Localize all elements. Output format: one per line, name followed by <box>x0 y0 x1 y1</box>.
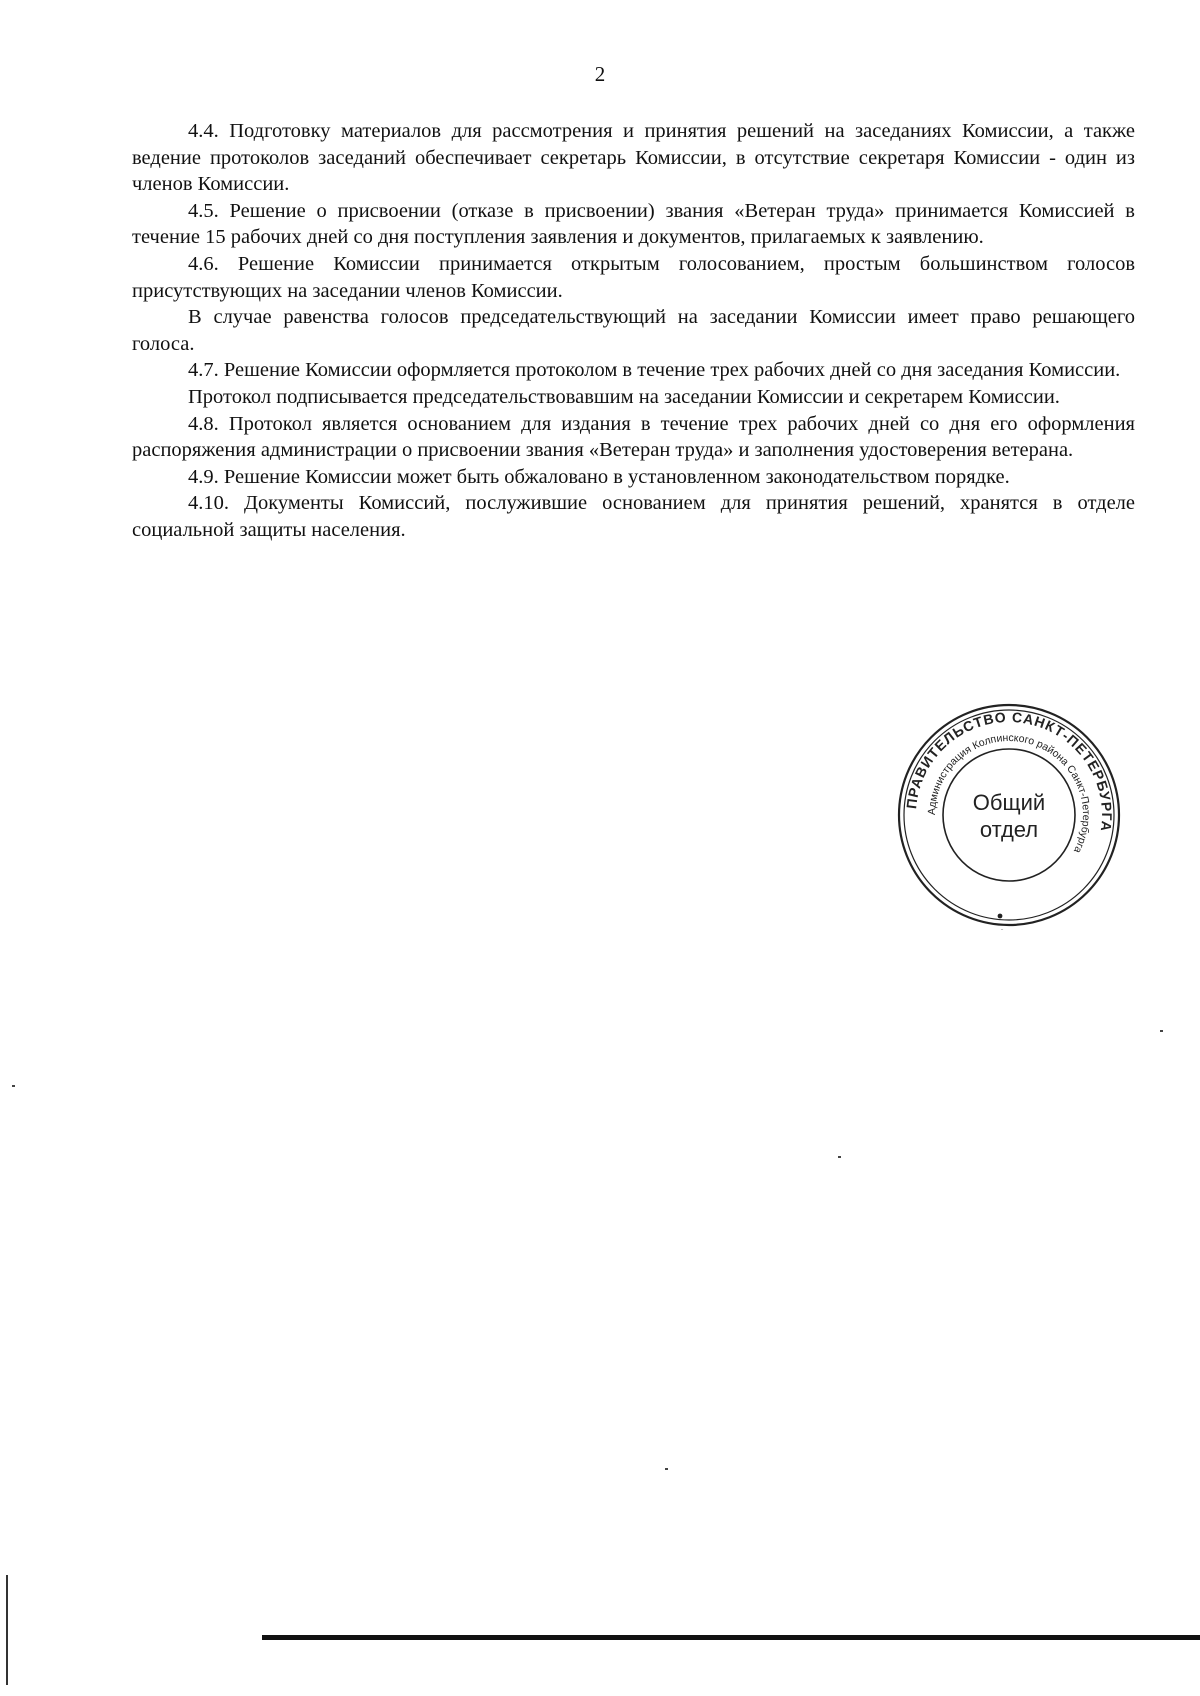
stamp-outer-text: ПРАВИТЕЛЬСТВО САНКТ-ПЕТЕРБУРГА <box>903 708 1116 834</box>
paragraph-4-8: 4.8. Протокол является основанием для издания в течение трех рабочих дней со дня его оформления распоряжения администрации о присвоении звания «Ветеран труда» и заполнения удостоверения ветерана. <box>132 412 1135 462</box>
scan-edge-mark <box>6 1575 8 1685</box>
paragraph-4-6: 4.6. Решение Комиссии принимается открытым голосованием, простым большинством голосов присутствующих на заседании членов Комиссии. <box>132 252 1135 302</box>
stamp-dot-1 <box>998 914 1003 919</box>
paragraph-4-6-tie-vote: В случае равенства голосов председательствующий на заседании Комиссии имеет право решающего голоса. <box>132 306 1135 355</box>
document-body <box>132 118 1135 544</box>
stamp-center-line2: отдел <box>979 817 1039 842</box>
paragraph-4-7-protocol-signing: Протокол подписывается председательствовавшим на заседании Комиссии и секретарем Комиссии. <box>188 385 1060 408</box>
scan-speck <box>1160 1030 1163 1032</box>
paragraph-4-9: 4.9. Решение Комиссии может быть обжаловано в установленном законодательством порядке. <box>188 465 1010 488</box>
scan-speck <box>12 1085 15 1087</box>
stamp-inner-text: Администрация Колпинского района Санкт-Петербурга <box>925 731 1093 856</box>
paragraph-4-7: 4.7. Решение Комиссии оформляется протоколом в течение трех рабочих дней со дня заседания Комиссии. <box>188 359 1121 382</box>
paragraph-4-5: 4.5. Решение о присвоении (отказе в присвоении) звания «Ветеран труда» принимается Комиссией в течение 15 рабочих дней со дня поступления заявления и документов, прилагаемых к заявлению. <box>132 199 1135 249</box>
page-number: 2 <box>594 62 606 86</box>
bottom-rule <box>262 1635 1200 1640</box>
stamp-center-line1: Общий <box>972 790 1046 815</box>
official-stamp <box>894 700 1124 930</box>
scan-speck <box>665 1468 668 1470</box>
paragraph-4-4: 4.4. Подготовку материалов для рассмотрения и принятия решений на заседаниях Комиссии, а также ведение протоколов заседаний обеспечивает секретарь Комиссии, в отсутствие секретаря Комиссии - один из членов Комиссии. <box>132 120 1135 196</box>
paragraph-4-10: 4.10. Документы Комиссий, послужившие основанием для принятия решений, хранятся в отделе социальной защиты населения. <box>132 492 1135 541</box>
scan-speck <box>838 1156 841 1158</box>
